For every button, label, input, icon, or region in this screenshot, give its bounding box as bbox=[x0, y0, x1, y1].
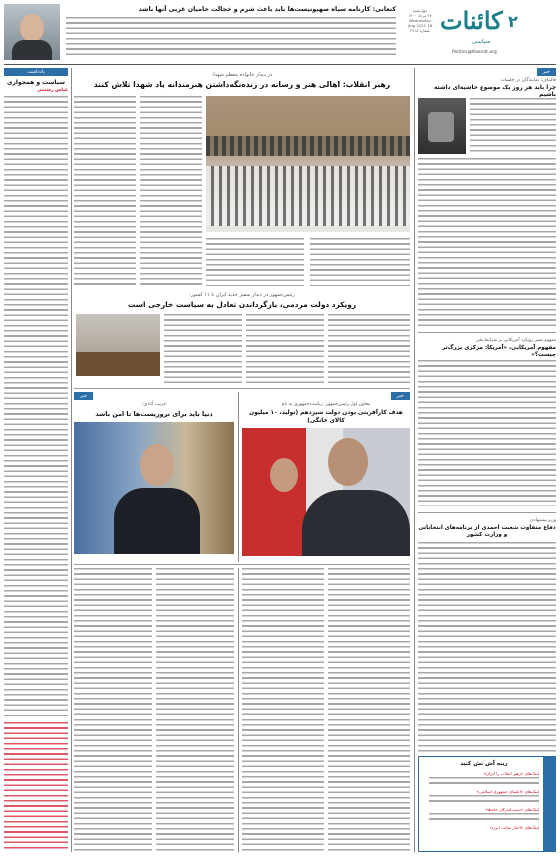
right-top-body-1 bbox=[470, 98, 556, 154]
left-column-author: عباس رستمی bbox=[37, 88, 68, 93]
right-column-divider bbox=[414, 68, 415, 852]
raisi-story-body-col-2 bbox=[246, 314, 324, 386]
gharib-story-kicker: غریب آبادی: bbox=[141, 402, 167, 407]
right-top-headline[interactable]: چرا باید هر روز یک موضوع حاشیه‌ای داشته باشیم bbox=[434, 85, 556, 98]
masthead-website[interactable]: Politics@Kaenat.org bbox=[452, 50, 497, 55]
middle-divider bbox=[74, 388, 410, 389]
masthead bbox=[400, 2, 558, 64]
footer-box-title: ربنه آش نش کنید bbox=[460, 761, 508, 767]
footer-box bbox=[418, 756, 556, 852]
left-column-body-red bbox=[4, 722, 68, 852]
footer-box-links bbox=[429, 771, 539, 831]
right-bottom-body bbox=[418, 542, 556, 752]
lead-story-body-col-2 bbox=[140, 96, 202, 286]
mokhber-story-body-col-2 bbox=[328, 568, 410, 852]
mokhber-story-kicker: معاون اول رئیس‌جمهور: ریاست‌جمهوری به نام bbox=[281, 402, 371, 407]
raisi-story-body-col-1 bbox=[164, 314, 242, 386]
right-bottom-story bbox=[418, 516, 556, 754]
raisi-story-kicker: رئیس‌جمهور در دیدار سفیر جدید ایران با ۱۱ کشور: bbox=[189, 292, 295, 298]
lead-story-headline[interactable]: رهبر انقلاب: اهالی هنر و رسانه در زنده‌نگه‌داشتن هنرمندانه یاد شهدا تلاش کنند bbox=[93, 80, 391, 89]
right-divider-1 bbox=[418, 332, 556, 333]
top-strip bbox=[0, 0, 560, 66]
raisi-story-photo bbox=[76, 314, 160, 376]
footer-box-side-tag bbox=[543, 757, 555, 851]
left-column bbox=[4, 68, 68, 852]
right-divider-2 bbox=[418, 512, 556, 513]
gharib-story-body-col-2 bbox=[156, 568, 234, 852]
right-mid-headline[interactable]: مفهوم آمریکایی، «آمریکا: مرکزی بزرگ‌تر چیست؟» bbox=[442, 345, 556, 358]
left-column-heading[interactable]: سیاست و همجواری bbox=[6, 79, 66, 86]
top-news-body bbox=[66, 17, 396, 57]
footer-link-3[interactable]: لینک‌های «دست‌اندرکار خانه‌ها» bbox=[484, 807, 539, 812]
raisi-story-body-col-3 bbox=[328, 314, 410, 386]
lead-story bbox=[74, 68, 410, 290]
lead-story-body-col-3 bbox=[206, 238, 304, 286]
raisi-story bbox=[74, 292, 410, 388]
gharib-story-photo bbox=[74, 422, 234, 554]
mokhber-story-photo bbox=[242, 428, 410, 556]
gharib-story-headline[interactable]: دنیا باید برای تروریست‌ها تا امن باشد bbox=[95, 410, 213, 418]
right-mid-body bbox=[418, 360, 556, 506]
right-top-kicker: قالیباف: نمایندگان در جلسات bbox=[500, 78, 556, 83]
footer-link-2[interactable]: لینک‌های «اعضای جمهوری اسلامی» bbox=[476, 789, 539, 794]
lower-column-divider bbox=[238, 568, 239, 852]
right-bottom-headline[interactable]: دفاع متفاوت شعبت احمدی از برنامه‌های انتخاباتی و وزارت کشور bbox=[418, 525, 556, 538]
right-top-photo bbox=[418, 98, 466, 154]
lead-story-body-col-4 bbox=[310, 238, 410, 286]
right-top-body-2 bbox=[418, 158, 556, 326]
gharib-story bbox=[74, 392, 234, 562]
lead-story-photo bbox=[206, 96, 410, 232]
gharib-story-body-col-1 bbox=[74, 568, 152, 852]
footer-link-4[interactable]: لینک‌های «اخبار سایت ایرن» bbox=[489, 825, 539, 830]
masthead-logo: کائنات bbox=[440, 6, 503, 35]
right-top-section-tag: خبر bbox=[537, 68, 556, 76]
right-bottom-kicker: وزیر پیشنهادی bbox=[530, 518, 556, 523]
mokhber-story bbox=[242, 392, 410, 562]
right-top-story bbox=[418, 68, 556, 330]
mokhber-story-body-col-1 bbox=[242, 568, 324, 852]
top-news-headline[interactable]: کنعانی: کارنامه سیاه صهیونیست‌ها باید باعث شرم و خجالت حامیان غربی آنها باشد bbox=[138, 6, 396, 13]
raisi-story-headline[interactable]: رویکرد دولت مردمی، بازگرداندن تعادل به سیاست خارجی است bbox=[127, 300, 357, 309]
mokhber-story-headline[interactable]: هدف کارآفرینی بودن دولت سیزدهم (تولید، ۱۰ میلیون کالای خانگی) bbox=[249, 410, 403, 424]
left-column-divider bbox=[71, 68, 72, 852]
mid-column-divider bbox=[238, 392, 239, 562]
lower-divider bbox=[74, 564, 410, 565]
lead-story-kicker: در دیدار خانواده معظم شهدا: bbox=[211, 72, 273, 78]
right-mid-story bbox=[418, 336, 556, 510]
gharib-section-tag: خبر bbox=[74, 392, 93, 400]
right-mid-kicker: مفهوم تغییر رویکرد آمریکایی بر شرایط ملی bbox=[475, 338, 556, 343]
top-portrait-image bbox=[4, 4, 60, 60]
lead-story-body-col-1 bbox=[74, 96, 136, 286]
yaddasht-section-tag: یادداشت bbox=[4, 68, 68, 76]
footer-link-1[interactable]: لینک‌های «رهبر انقلاب را ایران» bbox=[483, 771, 539, 776]
mokhber-section-tag: خبر bbox=[391, 392, 410, 400]
masthead-divider bbox=[4, 64, 556, 65]
masthead-logo-sub: سیاسی bbox=[472, 38, 491, 45]
masthead-date: چهارشنبه ۲۷ مرداد ۱۴۰۰ Wednesday 18 Aug 2021 شماره ۲۷۱۸ bbox=[407, 8, 433, 33]
page-number: ۲ bbox=[508, 12, 518, 31]
left-column-body bbox=[4, 96, 68, 716]
